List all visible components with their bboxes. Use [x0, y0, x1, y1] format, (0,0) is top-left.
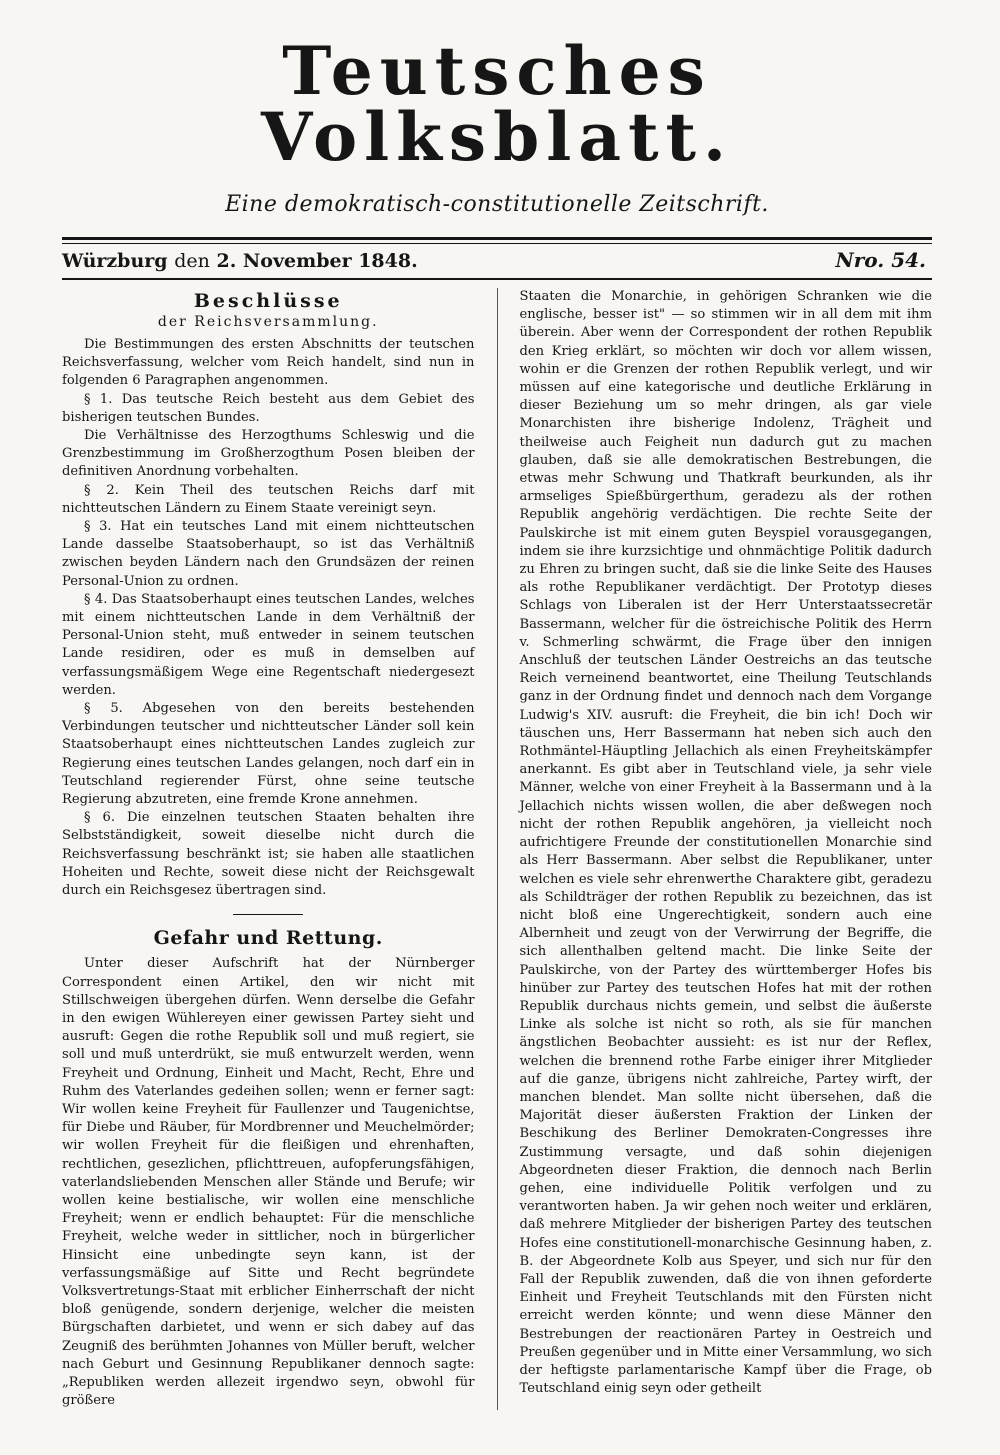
article-1-paragraph: § 5. Abgesehen von den bereits bestehenden Verbindungen teutscher und nichtteutscher Länder soll kein Staatsoberhaupt eines nichtteutschen Landes zugleich zur Regierung eines teutschen Landes gelangen, noch darf ein in Teutschland regierender Fürst, ohne seine teutsche Regierung abzutreten, eine fremde Krone annehmen.	[62, 701, 475, 808]
issue-number: Nro. 54.	[835, 248, 926, 272]
masthead	[62, 28, 932, 217]
article-1-paragraph: § 3. Hat ein teutsches Land mit einem nichtteutschen Lande dasselbe Staatsoberhaupt, so ist das Verhältniß zwischen beyden Ländern nach den Grundsäzen der reinen Personal-Union zu ordnen.	[62, 519, 475, 589]
newspaper-title: Teutsches Volksblatt.	[260, 32, 734, 176]
column-right	[520, 288, 933, 1410]
dateline-place: Würzburg	[62, 250, 168, 272]
article-1-paragraph: Die Verhältnisse des Herzogthums Schleswig und die Grenzbestimmung im Großherzogthum Posen bleiben der definitiven Anordnung vorbehalten.	[62, 428, 475, 480]
article-1-body	[62, 336, 475, 900]
dateline-date-prefix: den	[174, 250, 210, 272]
columns	[62, 288, 932, 1410]
column-left	[62, 288, 475, 1410]
article-1-subtitle: der Reichsversammlung.	[157, 314, 379, 330]
article-1-paragraph: § 1. Das teutsche Reich besteht aus dem Gebiet des bisherigen teutschen Bundes.	[62, 391, 475, 425]
newspaper-subtitle: Eine demokratisch-constitutionelle Zeitschrift.	[225, 192, 769, 217]
article-1-paragraph: § 2. Kein Theil des teutschen Reichs darf mit nichtteutschen Ländern zu Einem Staate vereinigt seyn.	[62, 482, 475, 516]
article-2-paragraph: Unter dieser Aufschrift hat der Nürnberger Correspondent einen Artikel, den wir nicht mit Stillschweigen übergehen dürfen. Wenn derselbe die Gefahr in den ewigen Wühlereyen einer gewissen Partey sieht und ausruft: Gegen die rothe Republik soll und muß regiert, sie soll und muß unterdrükt, sie muß entwurzelt werden, wenn Freyheit und Ordnung, Einheit und Macht, Recht, Ehre und Ruhm des Vaterlandes gedeihen sollen; wenn er ferner sagt: Wir wollen keine Freyheit für Faullenzer und Taugenichtse, für Diebe und Räuber, für Mordbrenner und Meuchelmörder; wir wollen Freyheit für die fleißigen und ehrenhaften, rechtlichen, gesezlichen, pflichttreuen, aufopferungsfähigen, vaterlandsliebenden Menschen aller Stände und Berufe; wir wollen keine bestialische, wir wollen eine menschliche Freyheit; wenn er endlich behauptet: Für die menschliche Freyheit, welche weder in sittlicher, noch in bürgerlicher Hinsicht eine unbedingte seyn kann, ist der verfassungsmäßige auf Sitte und Recht begründete Volksvertretungs-Staat mit erblicher Einherrschaft der nicht bloß genügende, sondern derjenige, welcher die meisten Bürgschaften darbietet, und wenn er sich dabey auf das Zeugniß des berühmten Johannes von Müller beruft, welcher nach Geburt und Gesinnung Republikaner dennoch sagte: „Republiken werden allezeit irgendwo seyn, obwohl für größere	[62, 956, 475, 1409]
article-1-paragraph: § 4. Das Staatsoberhaupt eines teutschen Landes, welches mit einem nichtteutschen Lande in dem Verhältniß der Personal-Union steht, muß entweder in seinem teutschen Lande residiren, oder es muß in demselben auf verfassungsmäßigem Wege eine Regentschaft niedergesezt werden.	[62, 591, 475, 698]
masthead-rule	[62, 237, 932, 240]
dateline-rule	[62, 278, 932, 280]
article-1-paragraph: § 6. Die einzelnen teutschen Staaten behalten ihre Selbstständigkeit, soweit dieselbe nicht durch die Reichsverfassung beschränkt ist; sie haben alle staatlichen Hoheiten und Rechte, soweit diese nicht der Reichsgewalt durch ein Reichsgesez übertragen sind.	[62, 810, 475, 899]
article-2-continuation-paragraph: Staaten die Monarchie, in gehörigen Schranken wie die englische, besser ist" — so stimmen wir in all dem mit ihm überein. Aber wenn der Correspondent der rothen Republik den Krieg erklärt, so möchten wir doch vor allem wissen, wohin er die Grenzen der rothen Republik verlegt, und wir müssen auf eine kategorische und deutliche Erklärung in dieser Beziehung um so mehr dringen, als gar viele Monarchisten ihre bisherige Indolenz, Trägheit und theilweise auch Feigheit nun dadurch gut zu machen glauben, daß sie alle demokratischen Bestrebungen, die etwas mehr Schwung und Thatkraft beurkunden, als ihr armseliges Spießbürgerthum, geradezu als der rothen Republik angehörig verdächtigen. Die rechte Seite der Paulskirche ist mit einem guten Beyspiel vorausgegangen, indem sie ihre kurzsichtige und ohnmächtige Politik dadurch zu Ehren zu bringen sucht, daß sie die linke Seite des Hauses als rothe Republikaner verdächtigt. Der Prototyp dieses Schlags von Liberalen ist der Herr Unterstaatssecretär Bassermann, welcher für die östreichische Politik des Herrn v. Schmerling schwärmt, die Frage über den innigen Anschluß der teutschen Länder Oestreichs an das teutsche Reich verneinend beantwortet, eine Theilung Teutschlands ganz in der Ordnung findet und dennoch nach dem Vorgange Ludwig's XIV. ausruft: die Freyheit, die bin ich! Doch wir täuschen uns, Herr Bassermann hat neben sich auch den Rothmäntel-Häuptling Jellachich als einen Freyheitskämpfer anerkannt. Es gibt aber in Teutschland viele, ja sehr viele Männer, welche von einer Freyheit à la Bassermann und à la Jellachich nichts wissen wollen, die aber deßwegen noch nicht der rothen Republik angehören, ja vielleicht noch aufrichtigere Freunde der constitutionellen Monarchie sind als Herr Bassermann. Aber selbst die Republikaner, unter welchen es viele sehr ehrenwerthe Charaktere gibt, geradezu als Schildträger der rothen Republik zu bezeichnen, das ist nicht bloß eine Ungerechtigkeit, sondern auch eine Albernheit und zeugt von der Verwirrung der Begriffe, die sich allenthalben geltend macht. Die linke Seite der Paulskirche, von der Partey des württemberger Hofes bis hinüber zur Partey des teutschen Hofes hat mit der rothen Republik durchaus nichts gemein, und selbst die äußerste Linke als solche ist nicht so roth, als sie für manchen ängstlichen Beobachter aussieht: es ist nur der Reflex, welchen die brennend rothe Farbe einiger ihrer Mitglieder auf die ganze, übrigens nicht zahlreiche, Partey wirft, der manchen blendet. Man sollte nicht übersehen, daß die Majorität dieser äußersten Fraktion der Linken der Beschikung des Berliner Demokraten-Congresses ihre Zustimmung versagte, und daß sohin diejenigen Abgeordneten dieser Fraktion, die dennoch nach Berlin gehen, eine individuelle Politik verfolgen und zu verantworten haben. Ja wir gehen noch weiter und erklären, daß mehrere Mitglieder der bisherigen Partey des teutschen Hofes eine constitutionell-monarchische Gesinnung haben, z. B. der Abgeordnete Kolb aus Speyer, und sich nur für den Fall der Republik zuwenden, daß die von ihnen geforderte Einheit und Freyheit Teutschlands mit den Fürsten nicht erreicht werden könnte; und wenn diese Männer den Bestrebungen der reactionären Partey in Oestreich und Preußen gegenüber und in Mitte einer Versammlung, wo sich der heftigste parlamentarische Kampf über die Frage, ob Teutschland einig seyn oder getheilt	[519, 289, 932, 1397]
column-divider	[497, 288, 498, 1410]
dateline-left	[62, 250, 418, 272]
dateline-date: 2. November 1848.	[216, 250, 418, 272]
article-2-title: Gefahr und Rettung.	[153, 927, 383, 950]
dateline	[62, 244, 932, 278]
article-1-title: Beschlüsse	[193, 290, 343, 312]
section-divider	[233, 914, 303, 915]
article-2-body	[62, 955, 475, 1410]
article-1-paragraph: Die Bestimmungen des ersten Abschnitts der teutschen Reichsverfassung, welcher vom Reich handelt, sind nun in folgenden 6 Paragraphen angenommen.	[62, 337, 475, 389]
article-2-continuation	[520, 288, 933, 1398]
